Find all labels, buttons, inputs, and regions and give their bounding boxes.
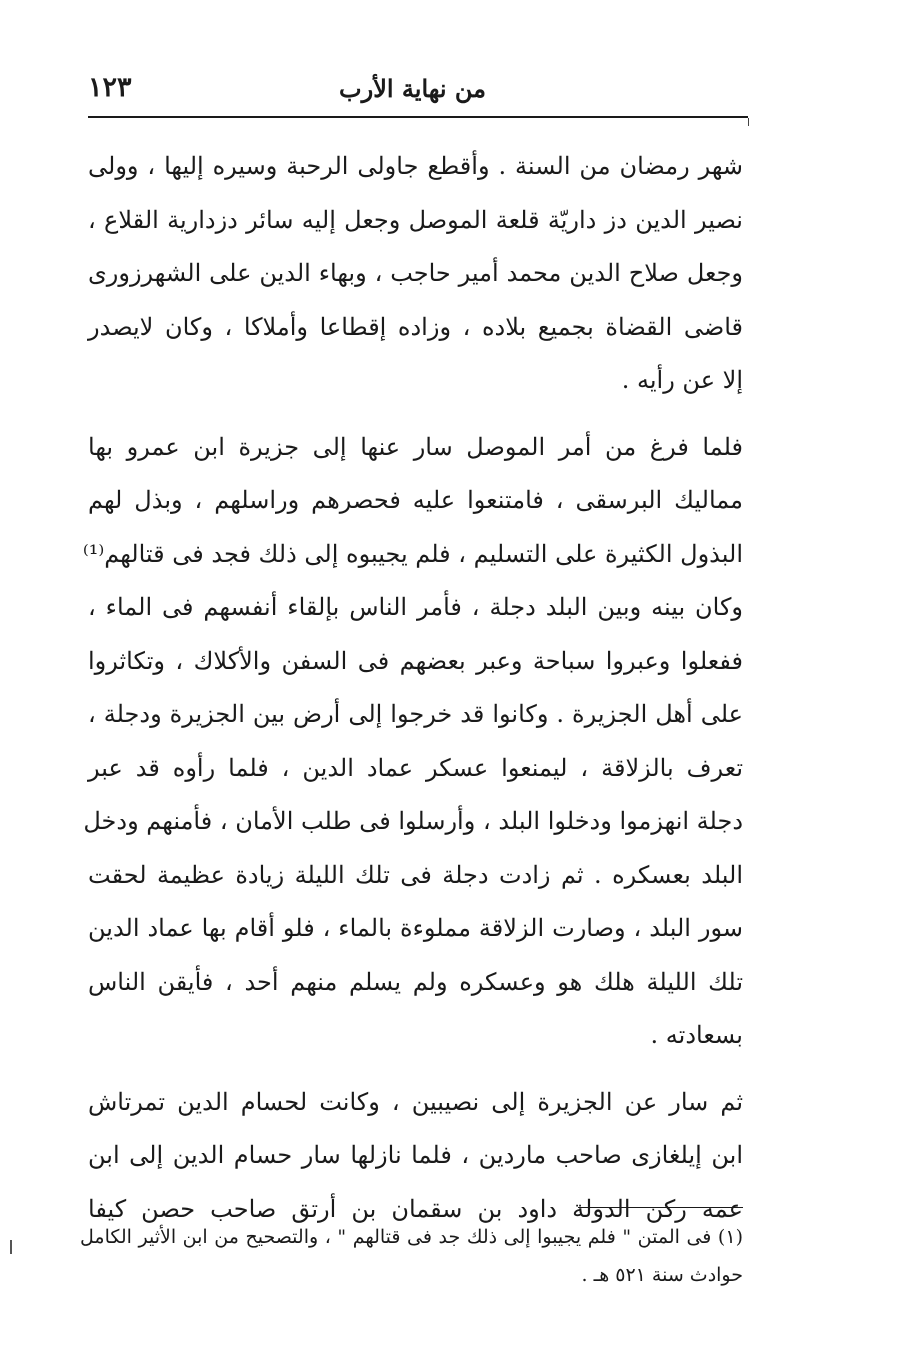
header-rule-tick bbox=[740, 118, 749, 126]
running-header bbox=[88, 66, 746, 116]
margin-mark bbox=[10, 1240, 12, 1254]
body-line: بسعادته . bbox=[650, 1021, 743, 1049]
body-line: وكان بينه وبين البلد دجلة ، فأمر الناس بإلقاء أنفسهم فى الماء ، bbox=[88, 593, 743, 621]
body-line: سور البلد ، وصارت الزلاقة مملوءة بالماء ، فلو أقام بها عماد الدين bbox=[88, 914, 743, 942]
footnote-rule bbox=[578, 1207, 743, 1208]
body-line: فلما فرغ من أمر الموصل سار عنها إلى جزيرة ابن عمرو بها bbox=[88, 432, 743, 461]
body-line: دجلة انهزموا ودخلوا البلد ، وأرسلوا فى طلب الأمان ، فأمنهم ودخل bbox=[83, 807, 743, 835]
body-line: على أهل الجزيرة . وكانوا قد خرجوا إلى أرض بين الجزيرة ودجلة ، bbox=[88, 700, 743, 728]
body-line: شهر رمضان من السنة . وأقطع جاولى الرحبة وسيره إليها ، وولى bbox=[88, 152, 743, 180]
body-line: ثم سار عن الجزيرة إلى نصيبين ، وكانت لحسام الدين تمرتاش bbox=[88, 1087, 743, 1116]
body-line: إلا عن رأيه . bbox=[621, 366, 743, 394]
body-line: نصير الدين دز داريّة قلعة الموصل وجعل إليه سائر دزدارية القلاع ، bbox=[88, 205, 743, 234]
body-line: تعرف بالزلاقة ، ليمنعوا عسكر عماد الدين ، فلما رأوه قد عبر bbox=[88, 753, 743, 782]
body-line: قاضى القضاة بجميع بلاده ، وزاده إقطاعا وأملاكا ، وكان لايصدر bbox=[88, 312, 743, 341]
paragraph-gap bbox=[88, 408, 743, 421]
body-line: تلك الليلة هلك هو وعسكره ولم يسلم منهم أحد ، فأيقن الناس bbox=[88, 967, 743, 996]
footnote-line: (١) فى المتن " فلم يجيبوا إلى ذلك جد فى قتالهم " ، والتصحيح من ابن الأثير الكامل bbox=[80, 1226, 743, 1248]
footnotes bbox=[80, 1218, 743, 1294]
body-text bbox=[82, 140, 743, 1236]
body-line: البلد بعسكره . ثم زادت دجلة فى تلك الليلة زيادة عظيمة لحقت bbox=[88, 860, 743, 889]
body-line: وجعل صلاح الدين محمد أمير حاجب ، وبهاء الدين على الشهرزورى bbox=[88, 259, 743, 287]
running-title: من نهاية الأرب bbox=[339, 74, 486, 103]
body-line: عمه ركن الدولة داود بن سقمان بن أرتق صاحب حصن كيفا bbox=[88, 1194, 743, 1223]
body-line: مماليك البرسقى ، فامتنعوا عليه فحصرهم وراسلهم ، وبذل لهم bbox=[88, 486, 743, 514]
page-number: ١٢٣ bbox=[88, 72, 132, 103]
paragraph-gap bbox=[88, 1063, 743, 1076]
body-line: البذول الكثيرة على التسليم ، فلم يجيبوه إلى ذلك فجد فى قتالهم⁽¹⁾ bbox=[82, 539, 743, 568]
footnote-line: حوادث سنة ٥٢١ هـ . bbox=[581, 1264, 743, 1286]
body-line: ابن إيلغازى صاحب ماردين ، فلما نازلها سار حسام الدين إلى ابن bbox=[88, 1141, 743, 1169]
body-line: ففعلوا وعبروا سباحة وعبر بعضهم فى السفن والأكلاك ، وتكاثروا bbox=[88, 646, 743, 675]
header-rule bbox=[88, 116, 748, 118]
